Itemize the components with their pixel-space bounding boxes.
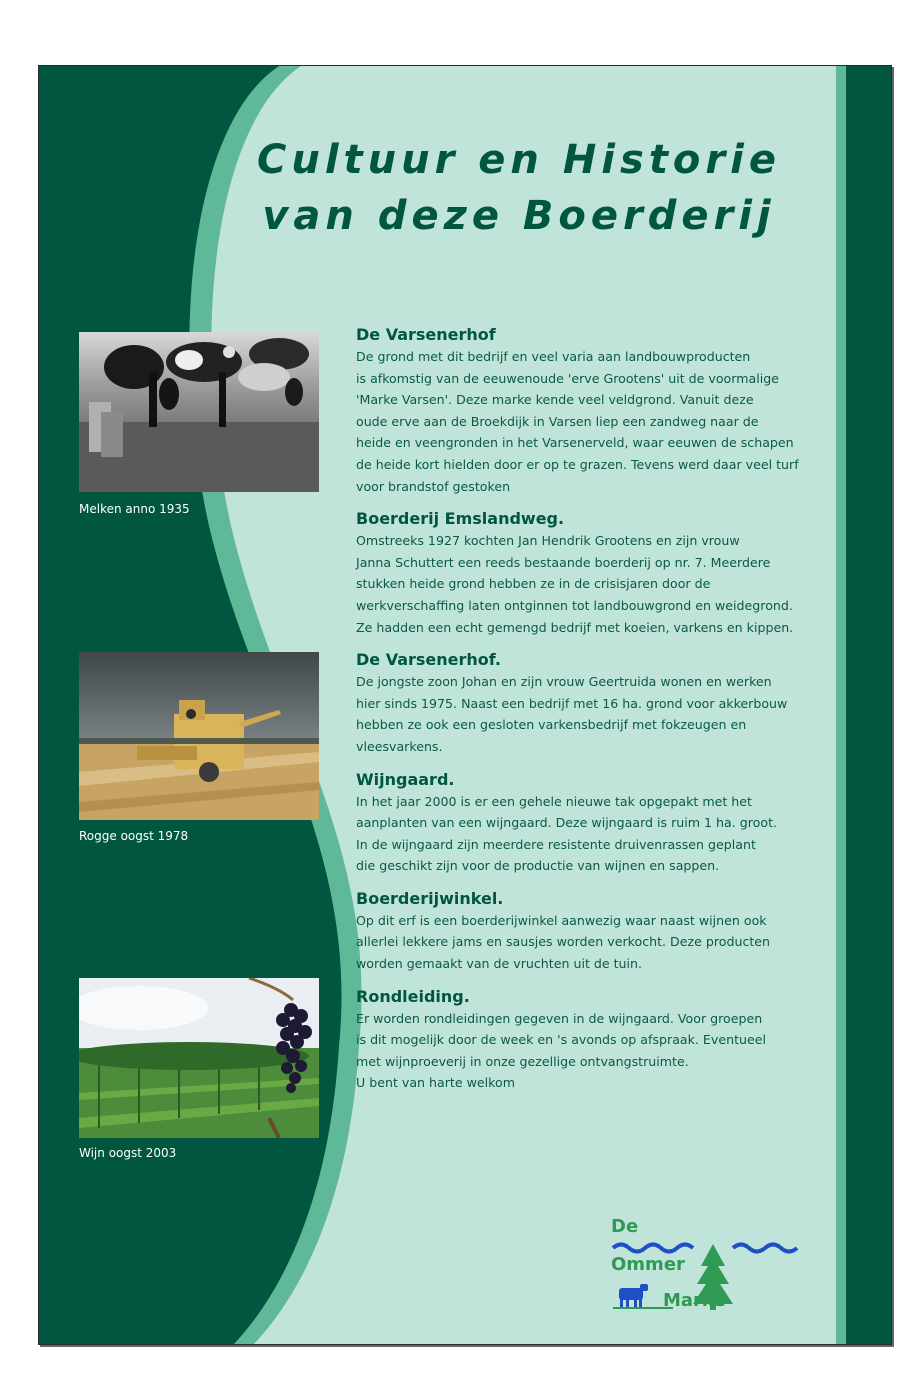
section-body: Op dit erf is een boerderijwinkel aanwezig waar naast wijnen ook allerlei lekkere jams en sausjes worden verkocht. Deze producten worden gemaakt van de vruchten uit de tuin. bbox=[356, 912, 771, 972]
section-heading: De Varsenerhof. bbox=[356, 650, 501, 670]
page-title bbox=[239, 132, 799, 244]
photo-vineyard bbox=[79, 978, 319, 1138]
section-heading: Wijngaard. bbox=[356, 769, 455, 789]
section-wijngaard bbox=[356, 769, 836, 877]
section-boerderijwinkel bbox=[356, 888, 836, 975]
section-heading: Boerderijwinkel. bbox=[356, 888, 504, 908]
section-body: In het jaar 2000 is er een gehele nieuwe tak opgepakt met het aanplanten van een wijngaard. Deze wijngaard is ruim 1 ha. groot. In de wijngaard zijn meerdere resistente druivenrassen geplant die geschikt zijn voor de productie van wijnen en sappen. bbox=[356, 793, 778, 874]
section-body: De jongste zoon Johan en zijn vrouw Geertruida wonen en werken hier sinds 1975. Naast een bedrijf met 16 ha. grond voor akkerbouw hebben ze ook een gesloten varkensbedrijf met fokzeugen en vleesvarkens. bbox=[356, 674, 788, 754]
photo-milking bbox=[79, 332, 319, 492]
section-body: De grond met dit bedrijf en veel varia aan landbouwproducten is afkomstig van de eeuwenoude 'erve Grootens' uit de voormalige 'Marke Varsen'. Deze marke kende veel veldgrond. Vanuit deze oude erve aan de Broekdijk in Varsen liep een zandweg naar de heide en veengronden in het Varsenerveld, waar eeuwen de schapen de heide kort hielden door er op te grazen. Tevens werd daar veel turf voor brandstof gestoken bbox=[356, 349, 799, 494]
logo-word-ommer: Ommer bbox=[611, 1254, 685, 1275]
photo-caption-2: Rogge oogst 1978 bbox=[79, 829, 189, 843]
photo-caption-3: Wijn oogst 2003 bbox=[79, 1146, 177, 1160]
content-column bbox=[356, 324, 836, 1105]
photo-harvest bbox=[79, 652, 319, 820]
title-line-2: van deze Boerderij bbox=[262, 193, 776, 239]
title-line-1: Cultuur en Historie bbox=[257, 137, 781, 183]
section-boerderij-emslandweg bbox=[356, 508, 836, 638]
cow-icon bbox=[619, 1284, 648, 1307]
logo-word-de: De bbox=[611, 1216, 639, 1237]
section-body: Er worden rondleidingen gegeven in de wijngaard. Voor groepen is dit mogelijk door de week en 's avonds op afspraak. Eventueel met wijnproeverij in onze gezellige ontvangstruimte. U bent van harte welkom bbox=[356, 1010, 766, 1091]
section-heading: Boerderij Emslandweg. bbox=[356, 509, 565, 529]
section-de-varsenerhof bbox=[356, 324, 836, 497]
ommer-marke-logo bbox=[609, 1214, 799, 1314]
section-heading: De Varsenerhof bbox=[356, 325, 496, 344]
section-body: Omstreeks 1927 kochten Jan Hendrik Grootens en zijn vrouw Janna Schuttert een reeds bestaande boerderij op nr. 7. Meerdere stukken heide grond hebben ze in de crisisjaren door de werkverschaffing laten ontginnen tot landbouwgrond en weidegrond. Ze hadden een echt gemengd bedrijf met koeien, varkens en kippen. bbox=[356, 533, 794, 635]
section-de-varsenerhof-2 bbox=[356, 649, 836, 757]
section-heading: Rondleiding. bbox=[356, 986, 470, 1006]
poster bbox=[38, 65, 892, 1345]
section-rondleiding bbox=[356, 986, 836, 1094]
logo-word-marke: Marke bbox=[663, 1290, 726, 1311]
photo-caption-1: Melken anno 1935 bbox=[79, 502, 190, 516]
